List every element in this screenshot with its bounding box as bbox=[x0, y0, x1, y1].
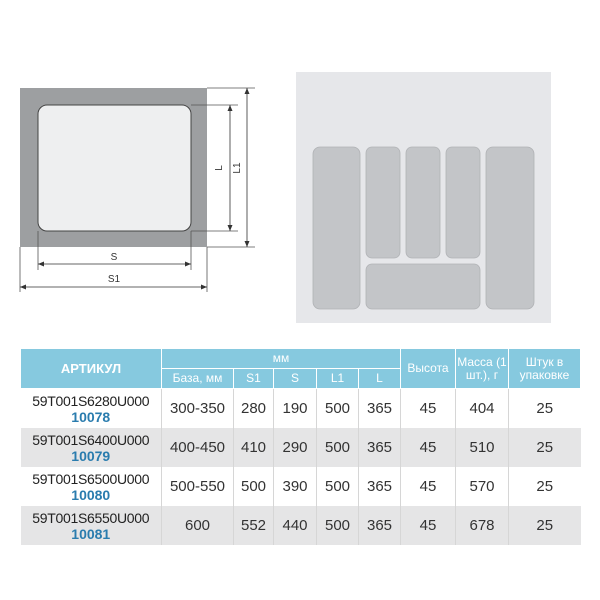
cell-l1: 500 bbox=[317, 506, 359, 545]
cell-s1: 410 bbox=[234, 428, 274, 467]
cell-mass: 570 bbox=[456, 467, 509, 506]
table-row bbox=[21, 428, 581, 467]
cell-articul bbox=[21, 389, 162, 429]
tray-compartment-1 bbox=[366, 147, 400, 258]
cell-l1: 500 bbox=[317, 467, 359, 506]
cell-l1: 500 bbox=[317, 389, 359, 429]
cell-s1: 280 bbox=[234, 389, 274, 429]
cell-s: 390 bbox=[274, 467, 317, 506]
table-row bbox=[21, 389, 581, 429]
tray-compartment-large bbox=[313, 147, 360, 309]
cell-height: 45 bbox=[401, 467, 456, 506]
header-mass: Масса (1 шт.), г bbox=[456, 349, 509, 389]
cell-s1: 500 bbox=[234, 467, 274, 506]
article-number: 10081 bbox=[71, 525, 111, 542]
cell-base: 600 bbox=[162, 506, 234, 545]
cell-s: 290 bbox=[274, 428, 317, 467]
cell-articul bbox=[21, 506, 162, 545]
header-l: L bbox=[359, 369, 401, 389]
dim-label-s: S bbox=[110, 252, 118, 263]
cell-articul bbox=[21, 428, 162, 467]
article-code: 59T001S6500U000 bbox=[32, 470, 150, 487]
cell-l: 365 bbox=[359, 428, 401, 467]
cutlery-tray-image bbox=[296, 72, 551, 323]
dim-label-l: L bbox=[214, 165, 225, 171]
header-height: Высота bbox=[401, 349, 456, 389]
header-s1: S1 bbox=[234, 369, 274, 389]
cell-s: 440 bbox=[274, 506, 317, 545]
cell-articul bbox=[21, 467, 162, 506]
tray-inner bbox=[38, 105, 191, 231]
cell-height: 45 bbox=[401, 389, 456, 429]
header-base: База, мм bbox=[162, 369, 234, 389]
cell-l: 365 bbox=[359, 467, 401, 506]
cell-s1: 552 bbox=[234, 506, 274, 545]
tray-compartment-3 bbox=[446, 147, 480, 258]
article-number: 10080 bbox=[71, 486, 111, 503]
dim-label-s1: S1 bbox=[107, 274, 121, 285]
cell-height: 45 bbox=[401, 428, 456, 467]
cell-pack: 25 bbox=[509, 428, 581, 467]
header-s: S bbox=[274, 369, 317, 389]
cell-base: 500-550 bbox=[162, 467, 234, 506]
article-number: 10079 bbox=[71, 447, 111, 464]
cell-l: 365 bbox=[359, 506, 401, 545]
cell-height: 45 bbox=[401, 506, 456, 545]
cell-s: 190 bbox=[274, 389, 317, 429]
cell-mass: 404 bbox=[456, 389, 509, 429]
dimension-drawing bbox=[20, 88, 255, 292]
cell-mass: 510 bbox=[456, 428, 509, 467]
cell-pack: 25 bbox=[509, 467, 581, 506]
cell-base: 300-350 bbox=[162, 389, 234, 429]
article-code: 59T001S6400U000 bbox=[32, 431, 150, 448]
table-row bbox=[21, 506, 581, 545]
cell-l1: 500 bbox=[317, 428, 359, 467]
cell-pack: 25 bbox=[509, 389, 581, 429]
tray-compartment-bottom bbox=[366, 264, 480, 309]
cell-mass: 678 bbox=[456, 506, 509, 545]
dim-label-l1: L1 bbox=[232, 162, 243, 174]
header-mm: мм bbox=[162, 349, 401, 369]
cell-l: 365 bbox=[359, 389, 401, 429]
article-code: 59T001S6550U000 bbox=[32, 509, 150, 526]
header-pack: Штук в упаковке bbox=[509, 349, 581, 389]
header-articul: АРТИКУЛ bbox=[21, 349, 162, 389]
table-row bbox=[21, 467, 581, 506]
header-l1: L1 bbox=[317, 369, 359, 389]
tray-compartment-right bbox=[486, 147, 534, 309]
article-code: 59T001S6280U000 bbox=[32, 392, 150, 409]
spec-table bbox=[20, 348, 581, 545]
article-number: 10078 bbox=[71, 408, 111, 425]
tray-compartment-2 bbox=[406, 147, 440, 258]
cell-pack: 25 bbox=[509, 506, 581, 545]
cell-base: 400-450 bbox=[162, 428, 234, 467]
